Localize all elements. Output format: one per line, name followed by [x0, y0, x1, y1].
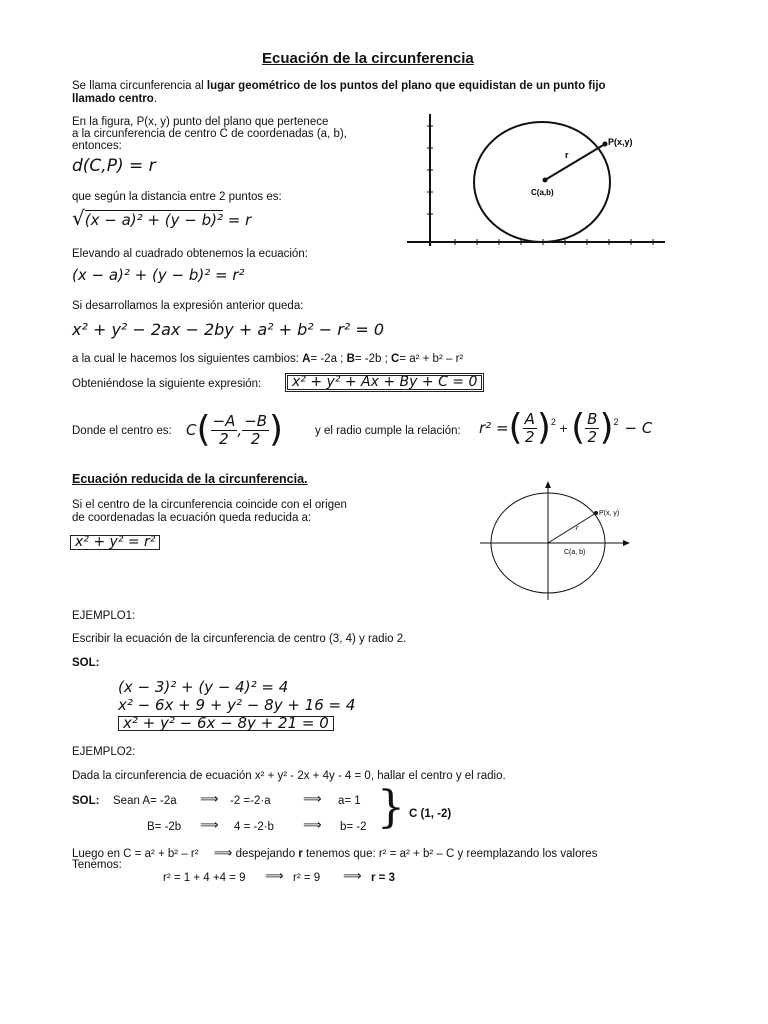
radio-frac-b	[585, 411, 599, 446]
implies-icon: ⟹	[303, 818, 322, 833]
example2-row2-b: 4 = -2·b	[234, 821, 274, 833]
centro-comma: ,	[237, 420, 243, 439]
circle-point	[594, 511, 598, 515]
paren-close: )	[536, 407, 551, 448]
page-title: Ecuación de la circunferencia	[262, 50, 474, 67]
changes-text: a la cual le hacemos los siguientes cambios:	[72, 353, 303, 365]
sqrt-rhs: = r	[222, 211, 252, 229]
intro-line-2	[72, 93, 157, 106]
example2-sol-label: SOL:	[72, 795, 100, 807]
radio-plus: +	[558, 421, 569, 435]
text-centro: Donde el centro es:	[72, 425, 172, 437]
example1-step: (x − 3)² + (y − 4)² = 4	[118, 678, 289, 696]
example2-center-result: C (1, -2)	[409, 808, 452, 820]
implies-icon: ⟹	[343, 869, 362, 884]
paren-open: (	[508, 407, 523, 448]
example1-heading: EJEMPLO1:	[72, 610, 136, 622]
luego-text: Luego en C = a² + b² – r²	[72, 848, 199, 860]
equation-squared: (x − a)² + (y − b)² = r²	[72, 266, 245, 284]
changes-b-value: = -2b ;	[354, 353, 391, 365]
radio-frac-a	[523, 411, 537, 446]
sqrt-radicand: (x − a)² + (y − b)²	[84, 211, 223, 229]
frac-numerator: −B	[244, 411, 268, 430]
section-subtitle: Ecuación reducida de la circunferencia.	[72, 472, 308, 486]
arrow-up-icon	[545, 481, 551, 488]
circle-point	[603, 142, 608, 147]
text-segun: que según la distancia entre 2 puntos es:	[72, 191, 282, 203]
example2-final-result: r = 3	[371, 872, 395, 884]
changes-b-label: B	[346, 353, 355, 365]
frac-denominator: 2	[219, 429, 229, 448]
text-elevando: Elevando al cuadrado obtenemos la ecuación:	[72, 248, 308, 260]
center-point	[543, 178, 548, 183]
changes-c-label: C	[391, 353, 400, 365]
sqrt-icon: √	[72, 206, 85, 230]
changes-c-value: = a² + b² – r²	[399, 353, 464, 365]
text-radio: y el radio cumple la relación:	[315, 425, 461, 437]
equation-distance: d(C,P) = r	[72, 156, 156, 176]
luego-rest: tenemos que: r² = a² + b² – C y reemplazando los valores	[302, 848, 598, 860]
radio-exponent: 2	[550, 417, 556, 427]
example1-step: x² − 6x + 9 + y² − 8y + 16 = 4	[118, 696, 356, 714]
example1-result-boxed: x² + y² − 6x − 8y + 21 = 0	[118, 716, 334, 731]
paren-close: )	[269, 409, 284, 450]
circle-figure-2	[478, 480, 632, 602]
radio-lhs: r² =	[479, 418, 509, 437]
implies-icon: ⟹	[200, 818, 219, 833]
reduced-text-line: de coordenadas la ecuación queda reducida a:	[72, 512, 312, 524]
radio-minus-c: − C	[624, 418, 653, 437]
radius-line	[545, 144, 605, 180]
example2-row1-a: Sean A= -2a	[113, 795, 177, 807]
example2-final-b: r² = 9	[293, 872, 321, 884]
reduced-text-line: Si el centro de la circunferencia coincide con el origen	[72, 499, 347, 511]
point-label: P(x,y)	[608, 137, 633, 147]
example2-final-a: r² = 1 + 4 +4 = 9	[163, 872, 246, 884]
radio-expression	[479, 407, 653, 448]
centro-letter: C	[186, 420, 197, 439]
changes-line	[72, 353, 463, 366]
circle	[474, 122, 610, 242]
fig1-text-line: entonces:	[72, 140, 122, 152]
frac-numerator: A	[524, 409, 535, 428]
equation-sqrt	[72, 206, 252, 230]
paren-close: )	[599, 407, 614, 448]
intro-line-1	[72, 80, 606, 93]
equation-reduced-boxed: x² + y² = r²	[70, 535, 160, 550]
example2-heading: EJEMPLO2:	[72, 746, 136, 758]
centro-frac-a	[211, 413, 238, 448]
example2-row1-b: -2 =-2·a	[230, 795, 271, 807]
center-label: C(a,b)	[531, 188, 554, 197]
centro-expression	[186, 409, 284, 450]
paren-open: (	[571, 407, 586, 448]
circle-figure-1	[405, 112, 667, 252]
example2-row2-a: B= -2b	[147, 821, 182, 833]
implies-icon: ⟹	[200, 792, 219, 807]
radius-label: r	[565, 150, 569, 160]
equation-general-boxed: x² + y² + Ax + By + C = 0	[285, 373, 484, 392]
arrow-right-icon	[623, 540, 630, 546]
implies-icon: ⟹	[303, 792, 322, 807]
example2-tenemos: Tenemos:	[72, 859, 122, 871]
luego-r: r	[298, 848, 303, 860]
luego-despejando: despejando	[232, 848, 299, 860]
frac-numerator: −A	[212, 411, 236, 430]
example1-statement: Escribir la ecuación de la circunferencia de centro (3, 4) y radio 2.	[72, 633, 407, 645]
example1-sol-label: SOL:	[72, 657, 100, 669]
equation-expanded: x² + y² − 2ax − 2by + a² + b² − r² = 0	[72, 320, 385, 339]
intro-end: .	[153, 93, 158, 105]
example2-statement: Dada la circunferencia de ecuación x² + y² - 2x + 4y - 4 = 0, hallar el centro y el radio.	[72, 770, 506, 782]
changes-a-label: A	[302, 353, 311, 365]
changes-a-value: = -2a ;	[310, 353, 347, 365]
point-label: P(x, y)	[599, 510, 620, 517]
fig1-text-line: En la figura, P(x, y) punto del plano que pertenece	[72, 116, 329, 128]
radius-label: r	[576, 525, 579, 532]
text-obteniendose: Obteniéndose la siguiente expresión:	[72, 378, 262, 390]
fig1-text-line: a la circunferencia de centro C de coordenadas (a, b),	[72, 128, 347, 140]
frac-numerator: B	[587, 409, 598, 428]
implies-icon: ⟹	[265, 869, 284, 884]
frac-denominator: 2	[250, 429, 261, 448]
centro-frac-b	[242, 413, 269, 448]
example2-row2-c: b= -2	[340, 821, 367, 833]
intro-bold-definition: lugar geométrico de los puntos del plano que equidistan de un punto fijo	[206, 80, 606, 92]
center-label: C(a, b)	[564, 549, 586, 556]
implies-icon: ⟹	[213, 846, 233, 861]
example2-luego-line	[72, 847, 597, 861]
frac-denominator: 2	[524, 427, 535, 446]
intro-text: Se llama circunferencia al	[72, 80, 207, 92]
frac-denominator: 2	[587, 427, 598, 446]
right-brace-icon: }	[377, 782, 405, 833]
radius-line	[548, 513, 596, 543]
text-desarrollamos: Si desarrollamos la expresión anterior queda:	[72, 300, 304, 312]
radio-exponent: 2	[613, 417, 619, 427]
paren-open: (	[196, 409, 211, 450]
example2-row1-c: a= 1	[338, 795, 361, 807]
intro-bold-centro: llamado centro	[72, 93, 154, 105]
